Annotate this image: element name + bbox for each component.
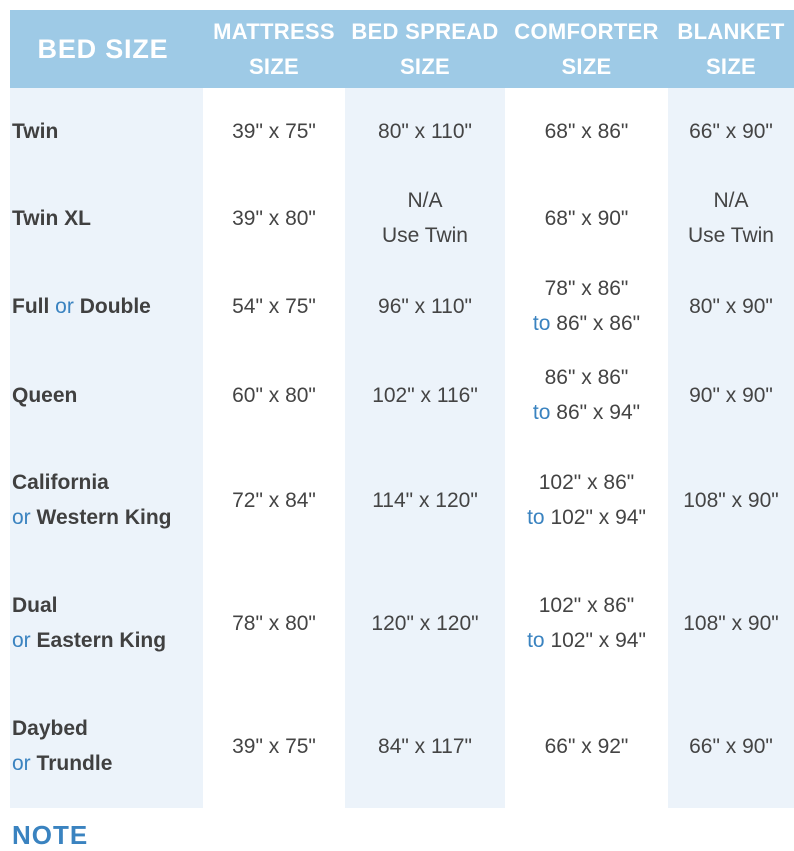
bed-size-connector: or bbox=[12, 506, 31, 529]
header-mattress-line2: SIZE bbox=[248, 54, 300, 79]
mattress-size-cell bbox=[203, 271, 345, 341]
bed-size-connector: or bbox=[12, 752, 31, 775]
bed-size-name: Queen bbox=[12, 383, 78, 407]
comforter-connector: to bbox=[527, 629, 545, 652]
mattress-size-value: 39" x 80" bbox=[232, 206, 316, 230]
header-mattress-line1: MATTRESS bbox=[213, 19, 335, 44]
comforter-size-cell bbox=[505, 711, 668, 781]
mattress-size-value: 78" x 80" bbox=[232, 611, 316, 635]
bedspread-size-cell bbox=[345, 465, 505, 535]
bedspread-size-value: 84" x 117" bbox=[378, 734, 472, 758]
bed-size-cell bbox=[12, 711, 202, 781]
bed-size-name bbox=[12, 289, 151, 324]
comforter-size-from: 78" x 86" bbox=[544, 277, 629, 300]
comforter-size-value: 68" x 90" bbox=[544, 206, 629, 230]
blanket-size-value: 108" x 90" bbox=[683, 611, 779, 635]
bed-size-cell bbox=[12, 588, 202, 658]
blanket-size-cell bbox=[668, 271, 794, 341]
blanket-size-cell bbox=[668, 183, 794, 253]
bed-size-connector: or bbox=[12, 629, 31, 652]
blanket-size-line1: N/A bbox=[713, 189, 749, 212]
blanket-size-value: 80" x 90" bbox=[689, 294, 773, 318]
bedspread-size-line2: Use Twin bbox=[382, 224, 468, 247]
comforter-size-cell bbox=[505, 360, 668, 430]
blanket-size-cell bbox=[668, 588, 794, 658]
comforter-size-from: 102" x 86" bbox=[538, 471, 635, 494]
comforter-size-cell bbox=[505, 465, 668, 535]
header-blanket-line1: BLANKET bbox=[677, 19, 785, 44]
comforter-size-range bbox=[527, 623, 646, 658]
header-comforter-line2: SIZE bbox=[561, 54, 612, 79]
bed-size-connector: or bbox=[55, 294, 74, 318]
bedspread-size-value: 80" x 110" bbox=[378, 119, 472, 143]
comforter-size-range bbox=[527, 500, 646, 535]
comforter-size-value: 66" x 92" bbox=[544, 734, 629, 758]
bed-size-alternate-line bbox=[12, 500, 172, 535]
blanket-size-value: 66" x 90" bbox=[689, 734, 773, 758]
bed-size-cell bbox=[12, 108, 202, 154]
mattress-size-cell bbox=[203, 711, 345, 781]
bed-size-name: Twin XL bbox=[12, 206, 91, 230]
comforter-size-range bbox=[533, 395, 640, 430]
note-heading: NOTE bbox=[12, 820, 89, 850]
bedspread-size-cell bbox=[345, 183, 505, 253]
mattress-size-value: 72" x 84" bbox=[232, 488, 316, 512]
comforter-size-from: 102" x 86" bbox=[538, 594, 635, 617]
mattress-size-cell bbox=[203, 465, 345, 535]
bedspread-size-line1: N/A bbox=[407, 189, 443, 212]
mattress-size-cell bbox=[203, 108, 345, 154]
comforter-size-cell bbox=[505, 588, 668, 658]
blanket-size-cell bbox=[668, 465, 794, 535]
mattress-size-cell bbox=[203, 588, 345, 658]
mattress-size-cell bbox=[203, 183, 345, 253]
bed-size-alternate-line bbox=[12, 623, 166, 658]
bed-size-alternate: Western King bbox=[36, 506, 172, 529]
bedspread-size-value: 120" x 120" bbox=[371, 611, 479, 635]
comforter-size-to: 86" x 86" bbox=[556, 312, 641, 335]
comforter-size-value: 68" x 86" bbox=[544, 119, 629, 143]
bed-size-cell bbox=[12, 271, 202, 341]
header-blanket-line2: SIZE bbox=[705, 54, 757, 79]
bedspread-size-value: 96" x 110" bbox=[378, 294, 472, 318]
comforter-connector: to bbox=[532, 312, 551, 335]
comforter-size-cell bbox=[505, 183, 668, 253]
bed-size-primary: Full bbox=[12, 294, 50, 318]
header-bedspread-line1: BED SPREAD bbox=[351, 19, 499, 44]
mattress-size-value: 54" x 75" bbox=[232, 294, 316, 318]
blanket-size-value: 66" x 90" bbox=[689, 119, 773, 143]
comforter-connector: to bbox=[527, 506, 545, 529]
header-bedspread-size bbox=[345, 10, 505, 88]
bed-size-alternate-line bbox=[12, 746, 112, 781]
bedspread-size-cell bbox=[345, 711, 505, 781]
bed-size-alternate: Double bbox=[79, 294, 151, 318]
bed-size-alternate: Eastern King bbox=[36, 629, 167, 652]
blanket-size-line2: Use Twin bbox=[688, 224, 774, 247]
bedspread-size-cell bbox=[345, 108, 505, 154]
comforter-size-cell bbox=[505, 271, 668, 341]
bed-size-alternate: Trundle bbox=[36, 752, 113, 775]
bedspread-size-cell bbox=[345, 360, 505, 430]
comforter-size-cell bbox=[505, 108, 668, 154]
header-bed-size-label: BED SIZE bbox=[37, 33, 169, 64]
mattress-size-value: 60" x 80" bbox=[232, 383, 316, 407]
header-bed-size bbox=[10, 10, 196, 88]
header-comforter-line1: COMFORTER bbox=[514, 19, 659, 44]
header-blanket-size bbox=[668, 10, 794, 88]
comforter-size-to: 102" x 94" bbox=[550, 506, 646, 529]
blanket-size-value: 108" x 90" bbox=[683, 488, 779, 512]
comforter-size-to: 102" x 94" bbox=[550, 629, 646, 652]
mattress-size-value: 39" x 75" bbox=[232, 119, 316, 143]
comforter-size-from: 86" x 86" bbox=[544, 366, 629, 389]
blanket-size-cell bbox=[668, 711, 794, 781]
bed-size-primary: Dual bbox=[12, 594, 58, 617]
comforter-size-range bbox=[533, 306, 640, 341]
bed-size-cell bbox=[12, 465, 202, 535]
bed-size-cell bbox=[12, 183, 202, 253]
bedspread-size-cell bbox=[345, 588, 505, 658]
comforter-size-to: 86" x 94" bbox=[556, 401, 641, 424]
mattress-size-cell bbox=[203, 360, 345, 430]
blanket-size-value: 90" x 90" bbox=[689, 383, 773, 407]
header-bedspread-line2: SIZE bbox=[399, 54, 451, 79]
comforter-connector: to bbox=[532, 401, 551, 424]
bedspread-size-value: 114" x 120" bbox=[372, 488, 478, 512]
header-mattress-size bbox=[203, 10, 345, 88]
bed-size-primary: California bbox=[12, 471, 109, 494]
blanket-size-cell bbox=[668, 360, 794, 430]
bedspread-size-cell bbox=[345, 271, 505, 341]
bedspread-size-value: 102" x 116" bbox=[372, 383, 478, 407]
bed-size-primary: Daybed bbox=[12, 717, 88, 740]
blanket-size-cell bbox=[668, 108, 794, 154]
header-comforter-size bbox=[505, 10, 668, 88]
bed-size-name: Twin bbox=[12, 119, 59, 143]
bed-size-cell bbox=[12, 360, 202, 430]
mattress-size-value: 39" x 75" bbox=[232, 734, 316, 758]
